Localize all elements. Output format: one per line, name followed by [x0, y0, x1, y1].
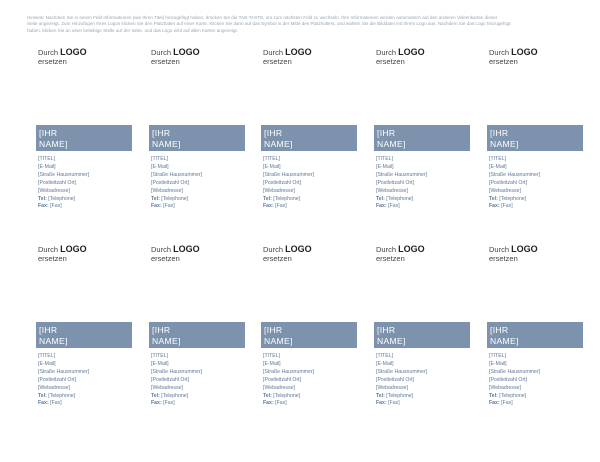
name-line: [IHR [264, 128, 283, 138]
fax-label: Fax: [151, 400, 162, 407]
name-line: [IHR [490, 128, 509, 138]
name-line: NAME] [264, 335, 293, 346]
name-band [261, 125, 357, 151]
name-line: [IHR [39, 325, 58, 335]
name-line: [IHR [377, 325, 396, 335]
fax-field[interactable]: [Fax] [501, 400, 513, 407]
logo-placeholder[interactable] [151, 48, 231, 66]
fax-field[interactable]: [Fax] [163, 400, 175, 407]
business-card [38, 245, 134, 445]
contact-details [489, 156, 540, 211]
phone-label: Tel: [263, 392, 272, 399]
city-field[interactable]: [Postleitzahl Ort] [151, 376, 190, 383]
phone-field[interactable]: [Telephone] [386, 195, 414, 202]
fax-label: Fax: [376, 203, 387, 210]
phone-row [376, 393, 427, 401]
contact-details [376, 353, 427, 408]
phone-row [376, 196, 427, 204]
street-field[interactable]: [Straße Hausnummer] [263, 171, 315, 178]
logo-word: LOGO [398, 244, 425, 254]
logo-prefix: Durch [263, 245, 284, 254]
name-line: NAME] [490, 335, 519, 346]
contact-details [151, 353, 202, 408]
name-line: [IHR [152, 325, 171, 335]
fax-label: Fax: [38, 400, 49, 407]
street-field[interactable]: [Straße Hausnummer] [151, 171, 203, 178]
website-field[interactable]: [Webadresse] [376, 187, 408, 194]
logo-suffix: ersetzen [376, 57, 405, 66]
street-field[interactable]: [Straße Hausnummer] [376, 368, 428, 375]
street-field[interactable]: [Straße Hausnummer] [376, 171, 428, 178]
fax-row [38, 400, 89, 408]
fax-field[interactable]: [Fax] [275, 400, 287, 407]
street-field[interactable]: [Straße Hausnummer] [489, 171, 541, 178]
name-line: [IHR [377, 128, 396, 138]
name-field[interactable] [264, 128, 293, 149]
business-card [151, 245, 247, 445]
phone-row [151, 393, 202, 401]
phone-label: Tel: [38, 195, 47, 202]
name-field[interactable] [490, 325, 519, 346]
website-field[interactable]: [Webadresse] [376, 384, 408, 391]
instruction-hint [27, 15, 600, 41]
business-card [263, 245, 359, 445]
name-band [36, 322, 132, 348]
logo-suffix: ersetzen [263, 57, 292, 66]
contact-details [263, 353, 314, 408]
phone-field[interactable]: [Telephone] [499, 195, 527, 202]
logo-prefix: Durch [263, 48, 284, 57]
logo-placeholder[interactable] [38, 245, 118, 263]
name-line: [IHR [152, 128, 171, 138]
city-field[interactable]: [Postleitzahl Ort] [376, 179, 415, 186]
logo-word: LOGO [60, 47, 87, 57]
logo-prefix: Durch [489, 245, 510, 254]
business-card [489, 245, 585, 445]
logo-word: LOGO [285, 244, 312, 254]
website-field[interactable]: [Webadresse] [38, 187, 70, 194]
logo-prefix: Durch [151, 48, 172, 57]
email-field[interactable]: [E-Mail] [151, 163, 169, 170]
logo-suffix: ersetzen [489, 57, 518, 66]
phone-field[interactable]: [Telephone] [48, 195, 76, 202]
email-field[interactable]: [E-Mail] [489, 163, 507, 170]
logo-word: LOGO [285, 47, 312, 57]
business-card [376, 245, 472, 445]
street-field[interactable]: [Straße Hausnummer] [151, 368, 203, 375]
fax-label: Fax: [376, 400, 387, 407]
fax-row [38, 203, 89, 211]
name-line: NAME] [152, 138, 181, 149]
email-field[interactable]: [E-Mail] [263, 360, 281, 367]
street-field[interactable]: [Straße Hausnummer] [38, 368, 90, 375]
fax-label: Fax: [38, 203, 49, 210]
name-line: NAME] [377, 138, 406, 149]
logo-suffix: ersetzen [38, 57, 67, 66]
logo-prefix: Durch [38, 48, 59, 57]
name-line: [IHR [264, 325, 283, 335]
name-field[interactable] [152, 325, 181, 346]
phone-label: Tel: [376, 392, 385, 399]
logo-prefix: Durch [38, 245, 59, 254]
phone-field[interactable]: [Telephone] [48, 392, 76, 399]
fax-label: Fax: [489, 400, 500, 407]
name-field[interactable] [490, 128, 519, 149]
business-card [376, 48, 472, 248]
fax-field[interactable]: [Fax] [163, 203, 175, 210]
phone-field[interactable]: [Telephone] [499, 392, 527, 399]
business-card [263, 48, 359, 248]
phone-label: Tel: [38, 392, 47, 399]
city-field[interactable]: [Postleitzahl Ort] [376, 376, 415, 383]
logo-placeholder[interactable] [263, 245, 343, 263]
hint-line: Seite angezeigt. Zum Hinzufügen Ihres Logos klicken Sie den Platzhalter auf einer Karte. Klicken Sie dann auf das Symbol in der Mitte des Platzhalters, und wählen Sie die Bilddatei mit Ihrem Logo aus. Nachdem Sie das Logo hinzugefügt [27, 21, 511, 27]
fax-field[interactable]: [Fax] [388, 400, 400, 407]
logo-placeholder[interactable] [263, 48, 343, 66]
phone-row [151, 196, 202, 204]
name-field[interactable] [39, 128, 68, 149]
logo-word: LOGO [511, 244, 538, 254]
email-field[interactable]: [E-Mail] [376, 163, 394, 170]
fax-field[interactable]: [Fax] [275, 203, 287, 210]
phone-label: Tel: [263, 195, 272, 202]
name-line: NAME] [152, 335, 181, 346]
phone-row [38, 393, 89, 401]
logo-suffix: ersetzen [376, 254, 405, 263]
name-field[interactable] [377, 325, 406, 346]
phone-field[interactable]: [Telephone] [161, 195, 189, 202]
logo-suffix: ersetzen [151, 254, 180, 263]
phone-label: Tel: [489, 392, 498, 399]
contact-details [151, 156, 202, 211]
fax-label: Fax: [263, 400, 274, 407]
website-field[interactable]: [Webadresse] [263, 187, 295, 194]
name-band [149, 322, 245, 348]
logo-word: LOGO [173, 47, 200, 57]
logo-word: LOGO [60, 244, 87, 254]
name-line: NAME] [490, 138, 519, 149]
title-field[interactable]: [TITEL] [38, 353, 56, 359]
logo-placeholder[interactable] [376, 48, 456, 66]
title-field[interactable]: [TITEL] [489, 156, 507, 162]
contact-details [263, 156, 314, 211]
title-field[interactable]: [TITEL] [151, 156, 169, 162]
name-line: [IHR [39, 128, 58, 138]
fax-label: Fax: [489, 203, 500, 210]
fax-field[interactable]: [Fax] [50, 203, 62, 210]
email-field[interactable]: [E-Mail] [38, 163, 56, 170]
city-field[interactable]: [Postleitzahl Ort] [489, 376, 528, 383]
name-field[interactable] [264, 325, 293, 346]
title-field[interactable]: [TITEL] [376, 156, 394, 162]
business-card [151, 48, 247, 248]
city-field[interactable]: [Postleitzahl Ort] [489, 179, 528, 186]
title-field[interactable]: [TITEL] [376, 353, 394, 359]
name-line: NAME] [39, 335, 68, 346]
logo-suffix: ersetzen [489, 254, 518, 263]
name-field[interactable] [39, 325, 68, 346]
logo-suffix: ersetzen [263, 254, 292, 263]
phone-row [489, 393, 540, 401]
name-field[interactable] [152, 128, 181, 149]
phone-row [263, 393, 314, 401]
phone-row [489, 196, 540, 204]
business-card [38, 48, 134, 248]
fax-row [151, 400, 202, 408]
name-band [149, 125, 245, 151]
fax-row [376, 203, 427, 211]
name-band [261, 322, 357, 348]
website-field[interactable]: [Webadresse] [151, 187, 183, 194]
website-field[interactable]: [Webadresse] [38, 384, 70, 391]
website-field[interactable]: [Webadresse] [263, 384, 295, 391]
email-field[interactable]: [E-Mail] [489, 360, 507, 367]
logo-placeholder[interactable] [38, 48, 118, 66]
name-line: [IHR [490, 325, 509, 335]
logo-placeholder[interactable] [489, 245, 569, 263]
name-line: NAME] [377, 335, 406, 346]
email-field[interactable]: [E-Mail] [151, 360, 169, 367]
phone-label: Tel: [151, 392, 160, 399]
contact-details [38, 156, 89, 211]
city-field[interactable]: [Postleitzahl Ort] [263, 376, 302, 383]
contact-details [38, 353, 89, 408]
hint-line: haben, klicken Sie an einer beliebige Stelle auf der Seite, und das Logo wird auf allen Karten angezeigt. [27, 27, 238, 33]
fax-row [263, 400, 314, 408]
fax-row [489, 400, 540, 408]
street-field[interactable]: [Straße Hausnummer] [263, 368, 315, 375]
city-field[interactable]: [Postleitzahl Ort] [263, 179, 302, 186]
name-band [374, 125, 470, 151]
phone-label: Tel: [151, 195, 160, 202]
phone-field[interactable]: [Telephone] [161, 392, 189, 399]
logo-prefix: Durch [376, 48, 397, 57]
fax-row [489, 203, 540, 211]
phone-row [38, 196, 89, 204]
logo-word: LOGO [173, 244, 200, 254]
phone-label: Tel: [376, 195, 385, 202]
phone-field[interactable]: [Telephone] [386, 392, 414, 399]
logo-prefix: Durch [151, 245, 172, 254]
name-line: NAME] [39, 138, 68, 149]
name-line: NAME] [264, 138, 293, 149]
title-field[interactable]: [TITEL] [263, 353, 281, 359]
logo-prefix: Durch [489, 48, 510, 57]
name-band [487, 322, 583, 348]
phone-row [263, 196, 314, 204]
logo-placeholder[interactable] [489, 48, 569, 66]
title-field[interactable]: [TITEL] [38, 156, 56, 162]
logo-placeholder[interactable] [376, 245, 456, 263]
logo-word: LOGO [398, 47, 425, 57]
contact-details [489, 353, 540, 408]
email-field[interactable]: [E-Mail] [376, 360, 394, 367]
name-band [487, 125, 583, 151]
fax-field[interactable]: [Fax] [388, 203, 400, 210]
name-field[interactable] [377, 128, 406, 149]
fax-row [376, 400, 427, 408]
phone-field[interactable]: [Telephone] [273, 195, 301, 202]
street-field[interactable]: [Straße Hausnummer] [489, 368, 541, 375]
fax-label: Fax: [151, 203, 162, 210]
business-card [489, 48, 585, 248]
website-field[interactable]: [Webadresse] [489, 384, 521, 391]
fax-field[interactable]: [Fax] [50, 400, 62, 407]
fax-label: Fax: [263, 203, 274, 210]
logo-word: LOGO [511, 47, 538, 57]
phone-label: Tel: [489, 195, 498, 202]
fax-row [151, 203, 202, 211]
street-field[interactable]: [Straße Hausnummer] [38, 171, 90, 178]
name-band [36, 125, 132, 151]
website-field[interactable]: [Webadresse] [489, 187, 521, 194]
hint-line: Hinweis: Nachdem Sie in einem Feld Informationen (wie Ihren Titel) hinzugefügt haben, drücken Sie die TAB-TASTE, um zum nächsten Feld zu wechseln. Ihre Informationen werden automatisch auf den anderen Visitenkarten dieser [27, 15, 498, 20]
title-field[interactable]: [TITEL] [151, 353, 169, 359]
logo-placeholder[interactable] [151, 245, 231, 263]
name-band [374, 322, 470, 348]
fax-row [263, 203, 314, 211]
fax-field[interactable]: [Fax] [501, 203, 513, 210]
title-field[interactable]: [TITEL] [263, 156, 281, 162]
logo-prefix: Durch [376, 245, 397, 254]
email-field[interactable]: [E-Mail] [38, 360, 56, 367]
logo-suffix: ersetzen [151, 57, 180, 66]
contact-details [376, 156, 427, 211]
title-field[interactable]: [TITEL] [489, 353, 507, 359]
city-field[interactable]: [Postleitzahl Ort] [38, 179, 77, 186]
city-field[interactable]: [Postleitzahl Ort] [151, 179, 190, 186]
city-field[interactable]: [Postleitzahl Ort] [38, 376, 77, 383]
phone-field[interactable]: [Telephone] [273, 392, 301, 399]
email-field[interactable]: [E-Mail] [263, 163, 281, 170]
logo-suffix: ersetzen [38, 254, 67, 263]
website-field[interactable]: [Webadresse] [151, 384, 183, 391]
